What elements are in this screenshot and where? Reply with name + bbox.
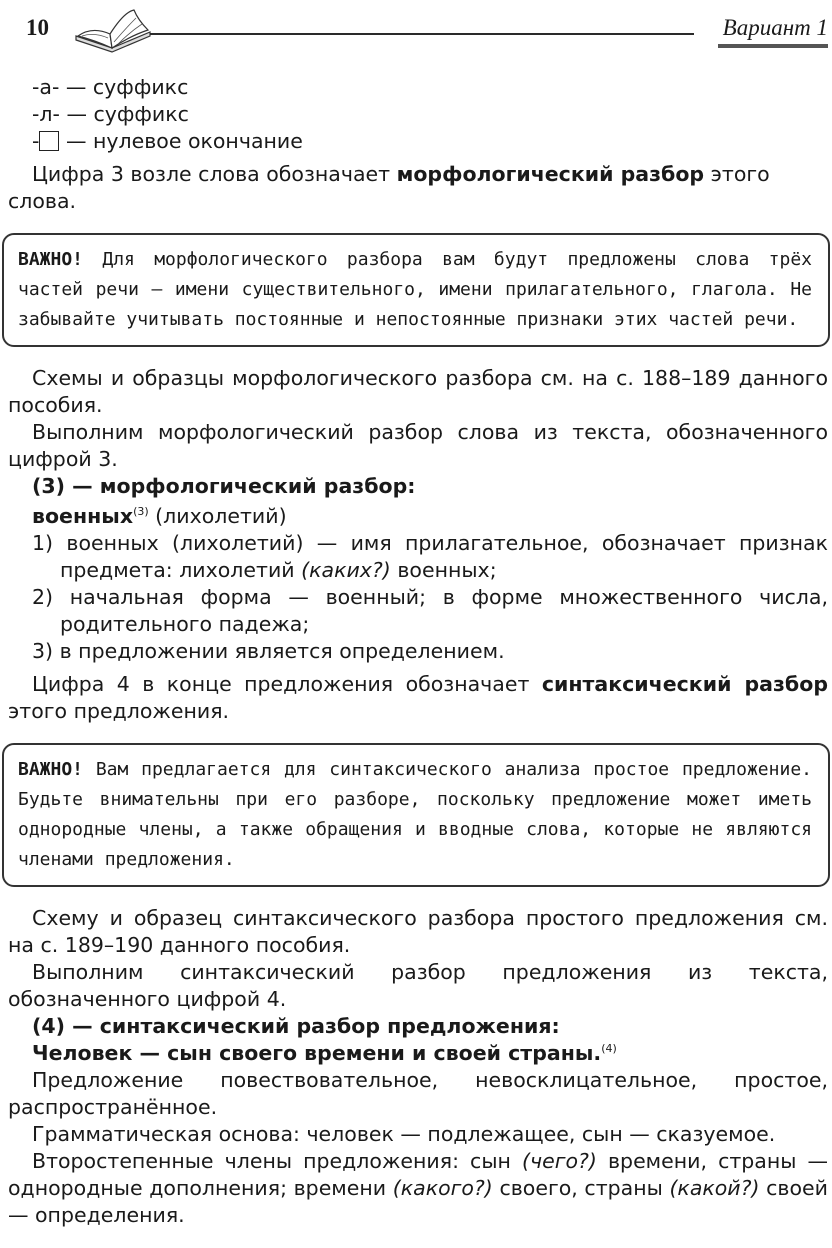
variant-label: Вариант 1 [722,15,828,40]
note-label: ВАЖНО! [18,759,84,780]
synt-sentence: Человек — сын своего времени и своей страны.$^{(4)}$ [32,1041,617,1065]
morpheme-list [8,74,828,155]
note-label: ВАЖНО! [18,249,84,270]
perform-paragraph: Выполним морфологический разбор слова из текста, обозначенного цифрой 3. [8,420,828,471]
morph-heading: (3) — морфологический разбор: [32,474,416,498]
synt-paragraph: Предложение повествовательное, невосклицательное, простое, распространённое. [8,1068,828,1119]
null-ending-box [39,131,59,151]
digit3-paragraph: Цифра 3 возле слова обозначает морфологический разбор этого слова. [8,162,770,213]
morph-word-line: военных$^{(3)}$ (лихолетий) [32,504,287,528]
morpheme-item: - — нулевое окончание [32,129,303,153]
schemes-paragraph-2: Схему и образец синтаксического разбора простого предложения см. на с. 189–190 данного пособия. [8,906,828,957]
note-text: Вам предлагается для синтаксического анализа простое предложение. Будьте внимательны при его разборе, поскольку предложение может иметь однородные члены, а также обращения и вводные слова, которые не являются членами предложения. [18,759,812,870]
synt-paragraph: Второстепенные члены предложения: сын (чего?) времени, страны — однородные дополнения; времени (какого?) своего, страны (какой?) своей — определения. [8,1149,829,1227]
synt-heading: (4) — синтаксический разбор предложения: [32,1014,560,1038]
synt-paragraph: Грамматическая основа: человек — подлежащее, сын — сказуемое. [32,1122,776,1146]
morph-list [8,530,828,665]
variant-underline [718,44,828,48]
morph-list-item: 3) в предложении является определением. [32,639,505,663]
morph-list-item: 1) военных (лихолетий) — имя прилагательное, обозначает признак предмета: лихолетий (каких?) военных; [32,531,828,582]
page-header [0,0,832,60]
important-note-syntax [2,743,830,887]
page-number: 10 [26,15,49,40]
schemes-paragraph: Схемы и образцы морфологического разбора см. на с. 188–189 данного пособия. [8,366,828,417]
perform-paragraph-2: Выполним синтаксический разбор предложения из текста, обозначенного цифрой 4. [8,960,828,1011]
header-rule [150,33,694,35]
digit4-paragraph: Цифра 4 в конце предложения обозначает синтаксический разбор этого предложения. [8,672,828,723]
note-text: Для морфологического разбора вам будут предложены слова трёх частей речи — имени существительного, имени прилагательного, глагола. Не забывайте учитывать постоянные и непостоянные признаки этих частей речи. [18,249,812,330]
morpheme-item: -л- — суффикс [32,102,189,126]
open-book-icon [72,6,154,58]
important-note-morphology [2,233,830,347]
morpheme-item: -а- — суффикс [32,75,189,99]
morph-list-item: 2) начальная форма — военный; в форме множественного числа, родительного падежа; [32,585,828,636]
page-body [8,74,828,1229]
